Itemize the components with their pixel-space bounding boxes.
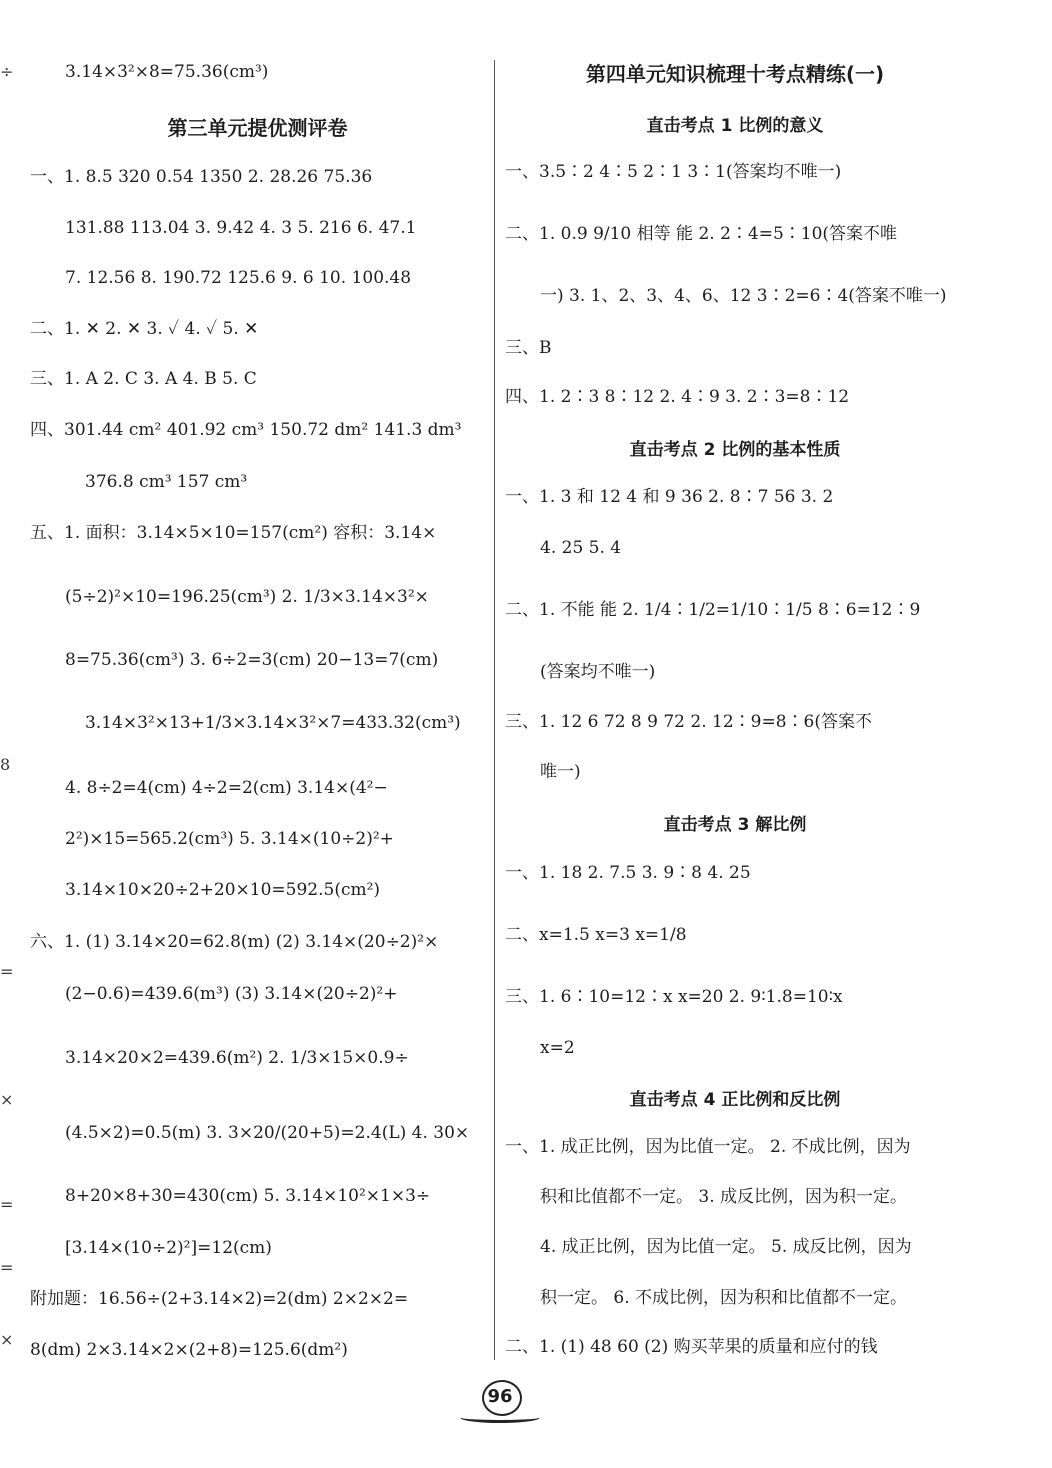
answer-line: 8(dm) 2×3.14×2×(2+8)=125.6(dm²) — [30, 1340, 348, 1360]
answer-line: 3.14×3²×13+1/3×3.14×3²×7=433.32(cm³) — [85, 713, 461, 733]
answer-line: 四、301.44 cm² 401.92 cm³ 150.72 dm² 141.3 dm³ — [30, 420, 462, 440]
topic-heading: 直击考点 1 比例的意义 — [646, 116, 824, 136]
answer-line: (答案均不唯一) — [540, 662, 656, 682]
topic-heading: 直击考点 4 正比例和反比例 — [629, 1090, 841, 1110]
answer-line: 三、1. 12 6 72 8 9 72 2. 12∶9=8∶6(答案不 — [505, 712, 872, 732]
answer-line: 二、1. ✕ 2. ✕ 3. ✓ 4. ✓ 5. ✕ — [30, 319, 259, 339]
edge-mark: × — [0, 1330, 14, 1349]
answer-line: 六、1. (1) 3.14×20=62.8(m) (2) 3.14×(20÷2)²× — [30, 932, 439, 952]
answer-line: 一) 3. 1、2、3、4、6、12 3∶2=6∶4(答案不唯一) — [540, 286, 947, 306]
edge-mark: = — [0, 962, 14, 981]
answer-line: 2²)×15=565.2(cm³) 5. 3.14×(10÷2)²+ — [65, 829, 394, 849]
answer-line: (2−0.6)=439.6(m³) (3) 3.14×(20÷2)²+ — [65, 984, 398, 1004]
answer-line: 一、1. 3 和 12 4 和 9 36 2. 8∶7 56 3. 2 — [505, 487, 834, 507]
answer-line: 二、x=1.5 x=3 x=1/8 — [505, 925, 687, 945]
answer-line: 一、1. 18 2. 7.5 3. 9∶8 4. 25 — [505, 863, 751, 883]
answer-line: 7. 12.56 8. 190.72 125.6 9. 6 10. 100.48 — [65, 268, 412, 288]
answer-line: 附加题：16.56÷(2+3.14×2)=2(dm) 2×2×2= — [30, 1289, 409, 1309]
answer-line: 4. 8÷2=4(cm) 4÷2=2(cm) 3.14×(4²− — [65, 778, 388, 798]
page-number: 96 — [487, 1386, 513, 1407]
answer-line: 三、1. 6∶10=12∶x x=20 2. 9∶1.8=10∶x — [505, 987, 843, 1007]
answer-line: 4. 成正比例，因为比值一定。 5. 成反比例，因为 — [540, 1237, 912, 1257]
answer-line: 积一定。 6. 不成比例，因为积和比值都不一定。 — [540, 1288, 908, 1308]
answer-line: 3.14×10×20÷2+20×10=592.5(cm²) — [65, 880, 381, 900]
topic-heading: 直击考点 3 解比例 — [663, 815, 807, 835]
answer-line: (4.5×2)=0.5(m) 3. 3×20/(20+5)=2.4(L) 4. 30× — [65, 1123, 470, 1143]
answer-line: 一、3.5∶2 4∶5 2∶1 3∶1(答案均不唯一) — [505, 162, 842, 182]
unit-title: 第四单元知识梳理十考点精练(一) — [585, 62, 885, 86]
answer-line: 8=75.36(cm³) 3. 6÷2=3(cm) 20−13=7(cm) — [65, 650, 439, 670]
answer-line: 4. 25 5. 4 — [540, 538, 622, 558]
page-number-badge — [470, 1378, 530, 1418]
answer-line: 一、1. 8.5 320 0.54 1350 2. 28.26 75.36 — [30, 167, 373, 187]
answer-line: 8+20×8+30=430(cm) 5. 3.14×10²×1×3÷ — [65, 1186, 431, 1206]
answer-line: 376.8 cm³ 157 cm³ — [85, 472, 248, 492]
answer-line: 3.14×3²×8=75.36(cm³) — [65, 62, 269, 82]
topic-heading: 直击考点 2 比例的基本性质 — [629, 440, 841, 460]
column-divider — [494, 60, 495, 1360]
answer-line: 二、1. 0.9 9/10 相等 能 2. 2∶4=5∶10(答案不唯 — [505, 224, 898, 244]
answer-line: 131.88 113.04 3. 9.42 4. 3 5. 216 6. 47.1 — [65, 218, 417, 238]
edge-mark: = — [0, 1258, 14, 1277]
answer-line: 积和比值都不一定。 3. 成反比例，因为积一定。 — [540, 1187, 908, 1207]
edge-mark: × — [0, 1090, 14, 1109]
answer-line: x=2 — [540, 1038, 575, 1058]
answer-line: [3.14×(10÷2)²]=12(cm) — [65, 1238, 272, 1258]
answer-line: 3.14×20×2=439.6(m²) 2. 1/3×15×0.9÷ — [65, 1048, 409, 1068]
answer-line: 唯一) — [540, 762, 581, 782]
edge-mark: 8 — [0, 755, 11, 774]
answer-line: 二、1. 不能 能 2. 1/4∶1/2=1/10∶1/5 8∶6=12∶9 — [505, 600, 921, 620]
answer-line: 五、1. 面积：3.14×5×10=157(cm²) 容积：3.14× — [30, 523, 437, 543]
answer-line: 一、1. 成正比例，因为比值一定。 2. 不成比例，因为 — [505, 1137, 911, 1157]
swoosh-ornament — [460, 1412, 540, 1423]
answer-line: 三、B — [505, 338, 552, 358]
answer-line: 四、1. 2∶3 8∶12 2. 4∶9 3. 2∶3=8∶12 — [505, 387, 850, 407]
edge-mark: ÷ — [0, 62, 14, 81]
answer-line: 二、1. (1) 48 60 (2) 购买苹果的质量和应付的钱 — [505, 1337, 878, 1357]
answer-line: 三、1. A 2. C 3. A 4. B 5. C — [30, 369, 257, 389]
edge-mark: = — [0, 1195, 14, 1214]
answer-line: (5÷2)²×10=196.25(cm³) 2. 1/3×3.14×3²× — [65, 587, 429, 607]
section-title: 第三单元提优测评卷 — [167, 116, 348, 140]
